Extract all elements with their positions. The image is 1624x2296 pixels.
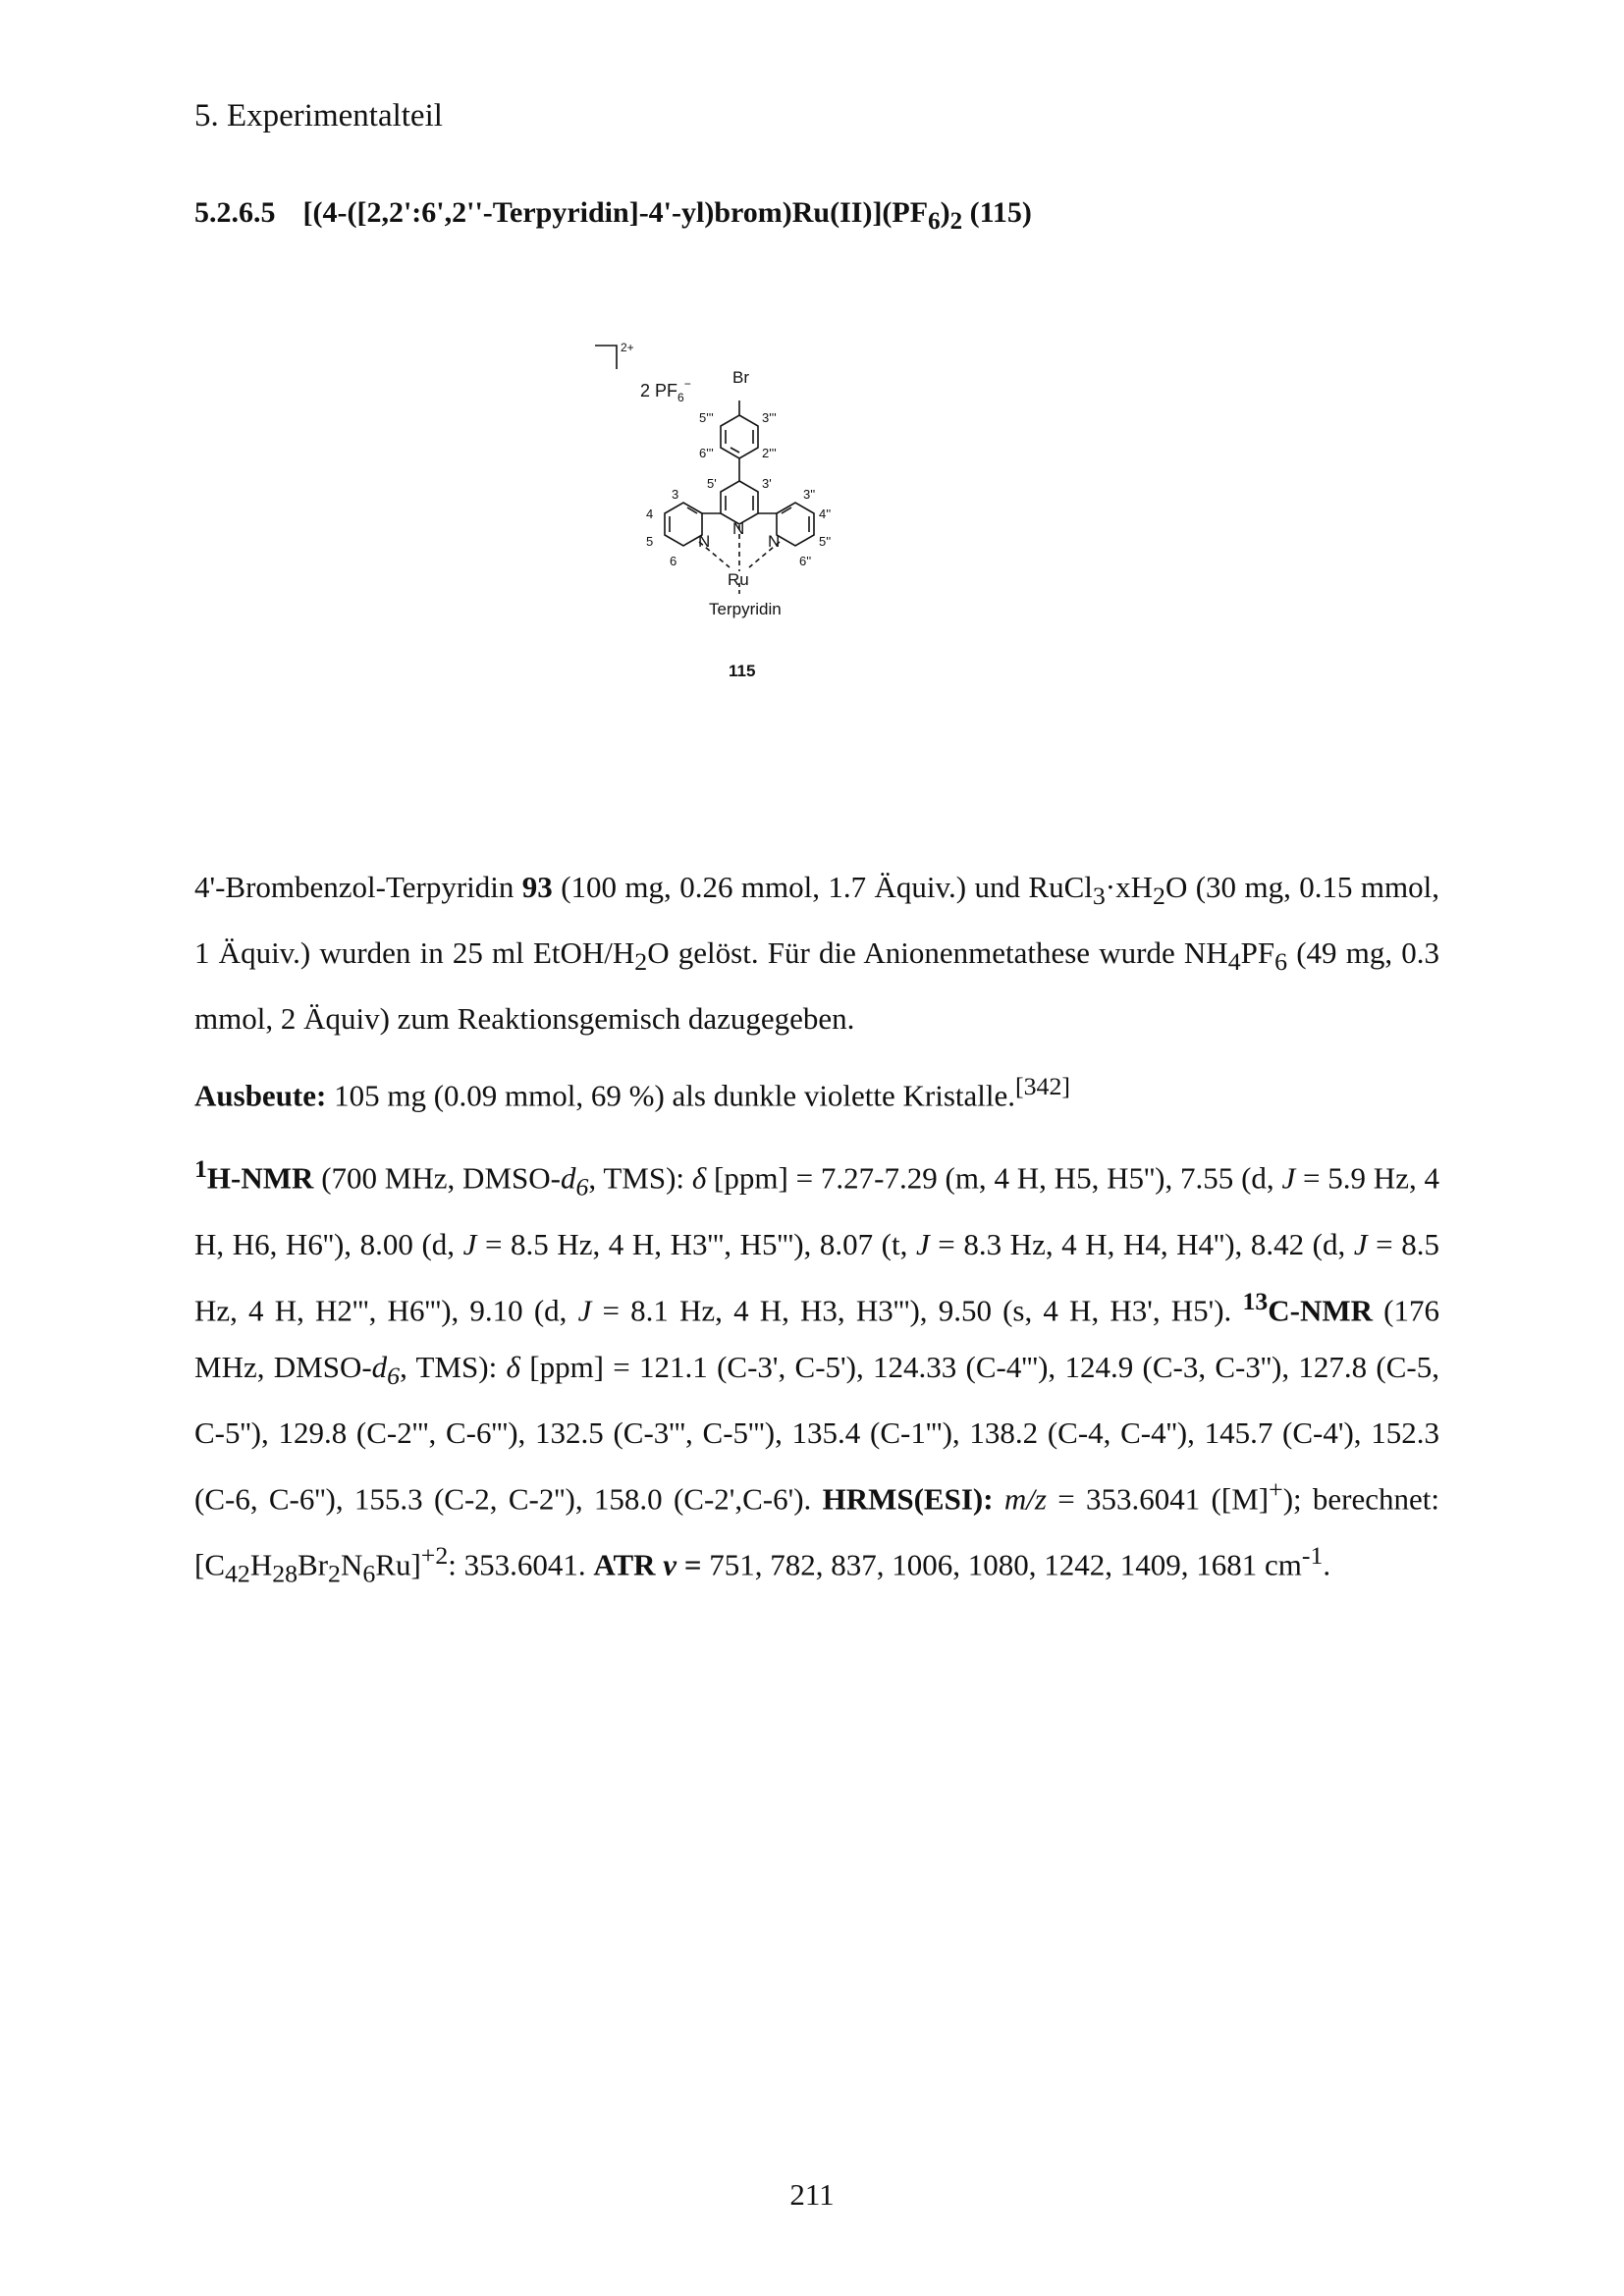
position-4: 4 <box>646 507 654 521</box>
position-5: 5 <box>646 534 654 549</box>
section-number: 5.2.6.5 <box>194 196 276 229</box>
structure-scheme <box>550 324 1100 736</box>
procedure-paragraph: 4'-Brombenzol-Terpyridin 93 (100 mg, 0.26 mmol, 1.7 Äquiv.) und $RuCl_3\cdot xH_2O$ (30 mg, 0.15 mmol, 1 Äquiv.) wurden in 25 ml EtOH/$H_2O$ gelöst. Für die Anionenmetathese wurde $NH_4PF_6$ (49 mg, 0.3 mmol, 2 Äquiv) zum Reaktionsgemisch dazugegeben. <box>194 870 1440 1037</box>
position-3ppp: 3''' <box>762 410 777 425</box>
charge-label: 2+ <box>621 341 634 354</box>
section-heading <box>194 196 1032 236</box>
bromine-label: Br <box>732 368 749 387</box>
nitrogen-central: N <box>732 519 745 538</box>
position-5p: 5' <box>707 476 717 491</box>
chapter-header: 5. Experimentalteil <box>194 98 443 133</box>
characterization-paragraph: $^1$H-NMR (700 MHz, DMSO-$d_6$, TMS): δ [ppm] = 7.27-7.29 (m, 4 H, H5, H5''), 7.55 (d, J = 5.9 Hz, 4 H, H6, H6''), 8.00 (d, J = 8.5 Hz, 4 H, H3''', H5'''), 8.07 (t, J = 8.3 Hz, 4 H, H4, H4''), 8.42 (d, J = 8.5 Hz, 4 H, H2''', H6'''), 9.10 (d, J = 8.1 Hz, 4 H, H3, H3'''), 9.50 (s, 4 H, H3', H5'). $^{13}$C-NMR (176 MHz, DMSO-$d_6$, TMS): δ [ppm] = 121.1 (C-3', C-5'), 124.33 (C-4'''), 124.9 (C-3, C-3''), 127.8 (C-5, C-5''), 129.8 (C-2''', C-6'''), 132.5 (C-3''', C-5'''), 135.4 (C-1'''), 138.2 (C-4, C-4''), 145.7 (C-4'), 152.3 (C-6, C-6''), 155.3 (C-2, C-2''), 158.0 (C-2',C-6'). HRMS(ESI): m/z = 353.6041 ([M]+); berechnet: $[C_{42}H_{28}Br_2N_6Ru]^{+2}$: 353.6041. ATR ν = 751, 782, 837, 1006, 1080, 1242, 1409, 1681 $cm^{-1}$. <box>194 1154 1440 1588</box>
position-3p: 3' <box>762 476 772 491</box>
position-6: 6 <box>670 554 677 568</box>
page-number: 211 <box>789 2177 835 2212</box>
position-2ppp: 2''' <box>762 446 777 460</box>
position-4pp: 4'' <box>819 507 832 521</box>
counterion-label: 2 $PF_6^-$ <box>640 377 691 404</box>
terpyridin-label: Terpyridin <box>709 600 782 618</box>
position-3: 3 <box>672 487 679 502</box>
section-title: $[(4-([2,2':6',2''-Terpyridin]-4'-yl)brom)Ru(II)](PF_6)_2$ (115) <box>302 196 1032 235</box>
position-3pp: 3'' <box>803 487 816 502</box>
position-5pp: 5'' <box>819 534 832 549</box>
yield-paragraph: Ausbeute: 105 mg (0.09 mmol, 69 %) als dunkle violette Kristalle.[342] <box>194 1072 1070 1113</box>
nitrogen-left: N <box>698 532 711 551</box>
position-6pp: 6'' <box>799 554 812 568</box>
position-6ppp: 6''' <box>699 446 714 460</box>
position-5ppp: 5''' <box>699 410 714 425</box>
compound-number: 115 <box>729 662 756 680</box>
ruthenium-label: Ru <box>728 570 749 589</box>
nitrogen-right: N <box>768 532 781 551</box>
